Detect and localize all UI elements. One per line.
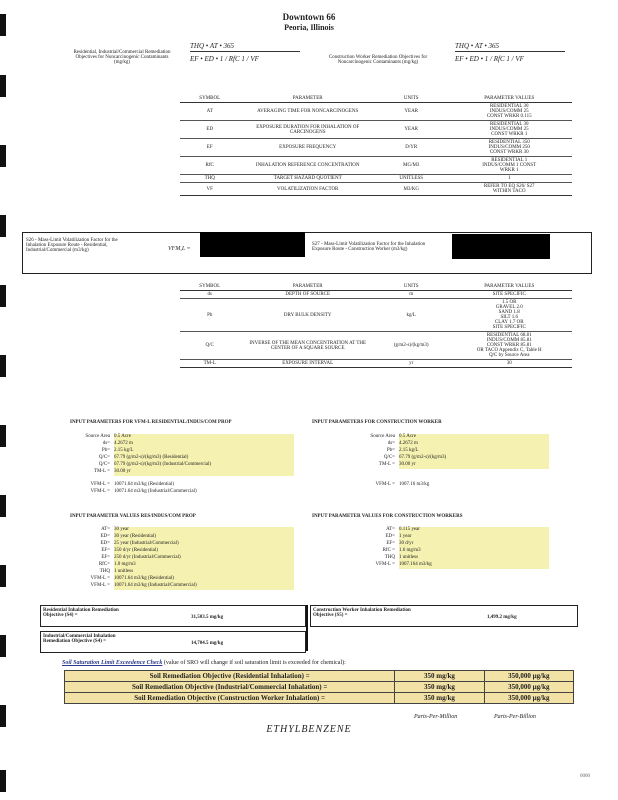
right-equation: THQ • AT • 365 EF • ED • 1 / RfC 1 / VF xyxy=(455,42,565,63)
table-row: Pb DRY BULK DENSITY kg/L 1.5 OR GRAVEL 2.0 SAND 1.8 SILT 1.6 CLAY 1.7 OR SITE SPECIFIC xyxy=(180,299,572,332)
table-row: VF VOLATILIZATION FACTOR M3/KG REFER TO EQ S26/ S27 WITHIN TACO xyxy=(180,183,572,196)
values-left-list: AT= 30 year ED= 30 year (Residential) ED= 25 year (Industrial/Commercial) EF= 350 d/yr (Residential) EF= 250 d/yr (Industrial/Commercial) RfC= 1.0 mg/m3 THQ 1 unitless VFM-L = 10071.64 m3/kg (Residential) VFM-L = 10071.64 m3/kg (Industrial/Commercial) xyxy=(40,527,310,590)
redacted-equation xyxy=(200,232,305,257)
s27-label: S27 - Mass-Limit Volatilization Factor for the Inhalation Exposure Route - Construction Worker (m3/kg) xyxy=(312,242,426,252)
table-row: RfC INHALATION REFERENCE CONCENTRATION MG/M3 RESIDENTIAL 1 INDUS/COMM 1 CONST WRKR 1 xyxy=(180,157,572,175)
s26-label: S26 - Mass-Limit Volatilization Factor for the Inhalation Exposure Route - Residential, Industrial/Commercial (m3/kg) xyxy=(26,238,118,253)
values-right-title: INPUT PARAMETER VALUES FOR CONSTRUCTION WORKERS xyxy=(312,514,463,519)
table-row: ds DEPTH OF SOURCE m SITE SPECIFIC xyxy=(180,291,572,299)
left-equation: THQ • AT • 365 EF • ED • 1 / RfC 1 / VF xyxy=(190,42,300,63)
soil-remediation-table xyxy=(64,670,574,704)
table-row: Soil Remediation Objective (Construction Worker Inhalation) = 350 mg/kg 350,000 µg/kg xyxy=(65,693,574,704)
input-right-list: Source Area 0.5 Acre ds= 4.2672 m Pb= 2.15 kg/L Q/C= 67.79 (g/m2-s)/(kg/m3) TM-L = 30.00 yr VFM-L = 1007.16 m3/kg xyxy=(315,434,575,489)
binder-mark xyxy=(0,355,6,377)
binder-mark xyxy=(0,145,6,167)
page-subtitle: Peoria, Illinois xyxy=(284,23,334,32)
table-row: Soil Remediation Objective (Industrial/Commercial Inhalation) = 350 mg/kg 350,000 µg/kg xyxy=(65,682,574,693)
binder-mark xyxy=(0,770,6,792)
industrial-objective-box: Industrial/Commercial Inhalation Remediation Objective (S4) = 14,704.5 mg/kg xyxy=(40,631,306,653)
soil-saturation-intro: Soil Saturation Limit Exceedence Check (value of SRO will change if soil saturation limit is exceeded for chemical): xyxy=(62,660,346,666)
residential-objective-value: 31,503.5 mg/kg xyxy=(191,615,224,620)
table-row: Soil Remediation Objective (Residential Inhalation) = 350 mg/kg 350,000 µg/kg xyxy=(65,671,574,682)
binder-mark xyxy=(0,495,6,517)
page-mark: 0000 xyxy=(580,774,590,779)
redacted-equation xyxy=(452,234,550,259)
table-row: THQ TARGET HAZARD QUOTIENT UNITLESS 1 xyxy=(180,175,572,183)
divider xyxy=(306,605,308,651)
construction-objective-value: 1,499.2 mg/kg xyxy=(487,615,517,620)
input-right-title: INPUT PARAMETERS FOR CONSTRUCTION WORKER xyxy=(312,420,442,425)
values-left-title: INPUT PARAMETER VALUES RES/INDUS/COM PROP xyxy=(70,514,196,519)
binder-mark xyxy=(0,215,6,237)
page-title: Downtown 66 xyxy=(282,12,336,22)
input-left-list: Source Area 0.5 Acre ds= 4.2672 m Pb= 2.15 kg/L Q/C= 67.79 (g/m2-s)/(kg/m3) (Residential) Q/C= 67.79 (g/m2-s)/(kg/m3) (Industrial/Commercial) TM-L = 30.00 yr VFM-L = 10071.64 m3/kg (Residential) VFM-L = 10071.64 m3/kg (Industrial/Commercial) xyxy=(40,434,310,496)
binder-mark xyxy=(0,635,6,657)
table-row: EF EXPOSURE FREQUENCY D/YR RESIDENTIAL 350 INDUS/COMM 250 CONST WRKR 30 xyxy=(180,139,572,157)
industrial-objective-value: 14,704.5 mg/kg xyxy=(191,641,224,646)
binder-mark xyxy=(0,285,6,307)
construction-objective-box: Construction Worker Inhalation Remediation Objective (S5) = 1,499.2 mg/kg xyxy=(310,605,578,627)
table-row: ED EXPOSURE DURATION FOR INHALATION OF CARCINOGENS YEAR RESIDENTIAL 30 INDUS/COMM 25 CONST WRKR 1 xyxy=(180,121,572,139)
parameter-table-1: SYMBOL PARAMETER UNITS PARAMETER VALUES AT AVERAGING TIME FOR NONCARCINOGENS YEAR RESIDENTIAL 30 INDUS/COMM 25 CONST WRKR 0.115 ED EXPOSURE DURATION FOR INHALATION OF CARCINOGENS YEAR RESIDENTIAL 30 INDUS/COMM 25 CONST WRKR 1 EF EXPOSURE FREQUENCY D/YR RESIDENTIAL 350 INDUS/COMM 250 CONST WRKR 30 RfC INHALATION REFERENCE CONCENTRATION MG/M3 RESIDENTIAL 1 INDUS/COMM 1 CONST WRKR 1 THQ TARGET HAZARD QUOTIENT UNITLESS 1 VF VOLATILIZATION FACTOR M3/KG REFER TO EQ S26/ S27 WITHIN TACO xyxy=(180,95,572,196)
s26-symbol: VFM,L = xyxy=(168,246,191,252)
parameter-table-2: SYMBOL PARAMETER UNITS PARAMETER VALUES ds DEPTH OF SOURCE m SITE SPECIFIC Pb DRY BULK DENSITY kg/L 1.5 OR GRAVEL 2.0 SAND 1.8 SILT 1.6 CLAY 1.7 OR SITE SPECIFIC Q/C INVERSE OF THE MEAN CONCENTRATION AT THE CENTER OF A SQUARE SOURCE (g/m2-s)/(kg/m3) RESIDENTIAL 68.81 INDUS/COMM 85.81 CONST WRKR 85.81 OR TACO Appendix C, Table H Q/C by Source Area TM-L EXPOSURE INTERVAL yr 30 xyxy=(180,283,572,368)
table-row: Q/C INVERSE OF THE MEAN CONCENTRATION AT THE CENTER OF A SQUARE SOURCE (g/m2-s)/(kg/m3) RESIDENTIAL 68.81 INDUS/COMM 85.81 CONST WRKR 85.81 OR TACO Appendix C, Table H Q/C by Source Area xyxy=(180,332,572,360)
table-row: AT AVERAGING TIME FOR NONCARCINOGENS YEAR RESIDENTIAL 30 INDUS/COMM 25 CONST WRKR 0.115 xyxy=(180,103,572,121)
right-objective-label: Construction Worker Remediation Objectives for Noncarcinogenic Contaminants (mg/kg) xyxy=(328,55,428,65)
binder-mark xyxy=(0,425,6,447)
residential-objective-box: Residential Inhalation Remediation Objective (S4) = 31,503.5 mg/kg xyxy=(40,605,306,627)
binder-mark xyxy=(0,75,6,97)
binder-mark xyxy=(0,565,6,587)
ppm-caption: Parts-Per-Million xyxy=(414,714,458,720)
input-left-title: INPUT PARAMETERS FOR VFM-L RESIDENTIAL/INDUS/COM PROP xyxy=(70,420,232,425)
chemical-name: ETHYLBENZENE xyxy=(266,724,352,735)
values-right-list: AT= 0.115 year ED= 1 year EF= 30 d/yr RfC = 1.6 mg/m3 THQ 1 unitless VFM-L = 1007.164 m3/kg xyxy=(315,527,575,569)
table-row: TM-L EXPOSURE INTERVAL yr 30 xyxy=(180,360,572,368)
left-objective-label: Residential, Industrial/Commercial Remediation Objectives for Noncarcinogenic Contaminants (mg/kg) xyxy=(73,50,171,65)
ppb-caption: Parts-Per-Billion xyxy=(494,714,536,720)
